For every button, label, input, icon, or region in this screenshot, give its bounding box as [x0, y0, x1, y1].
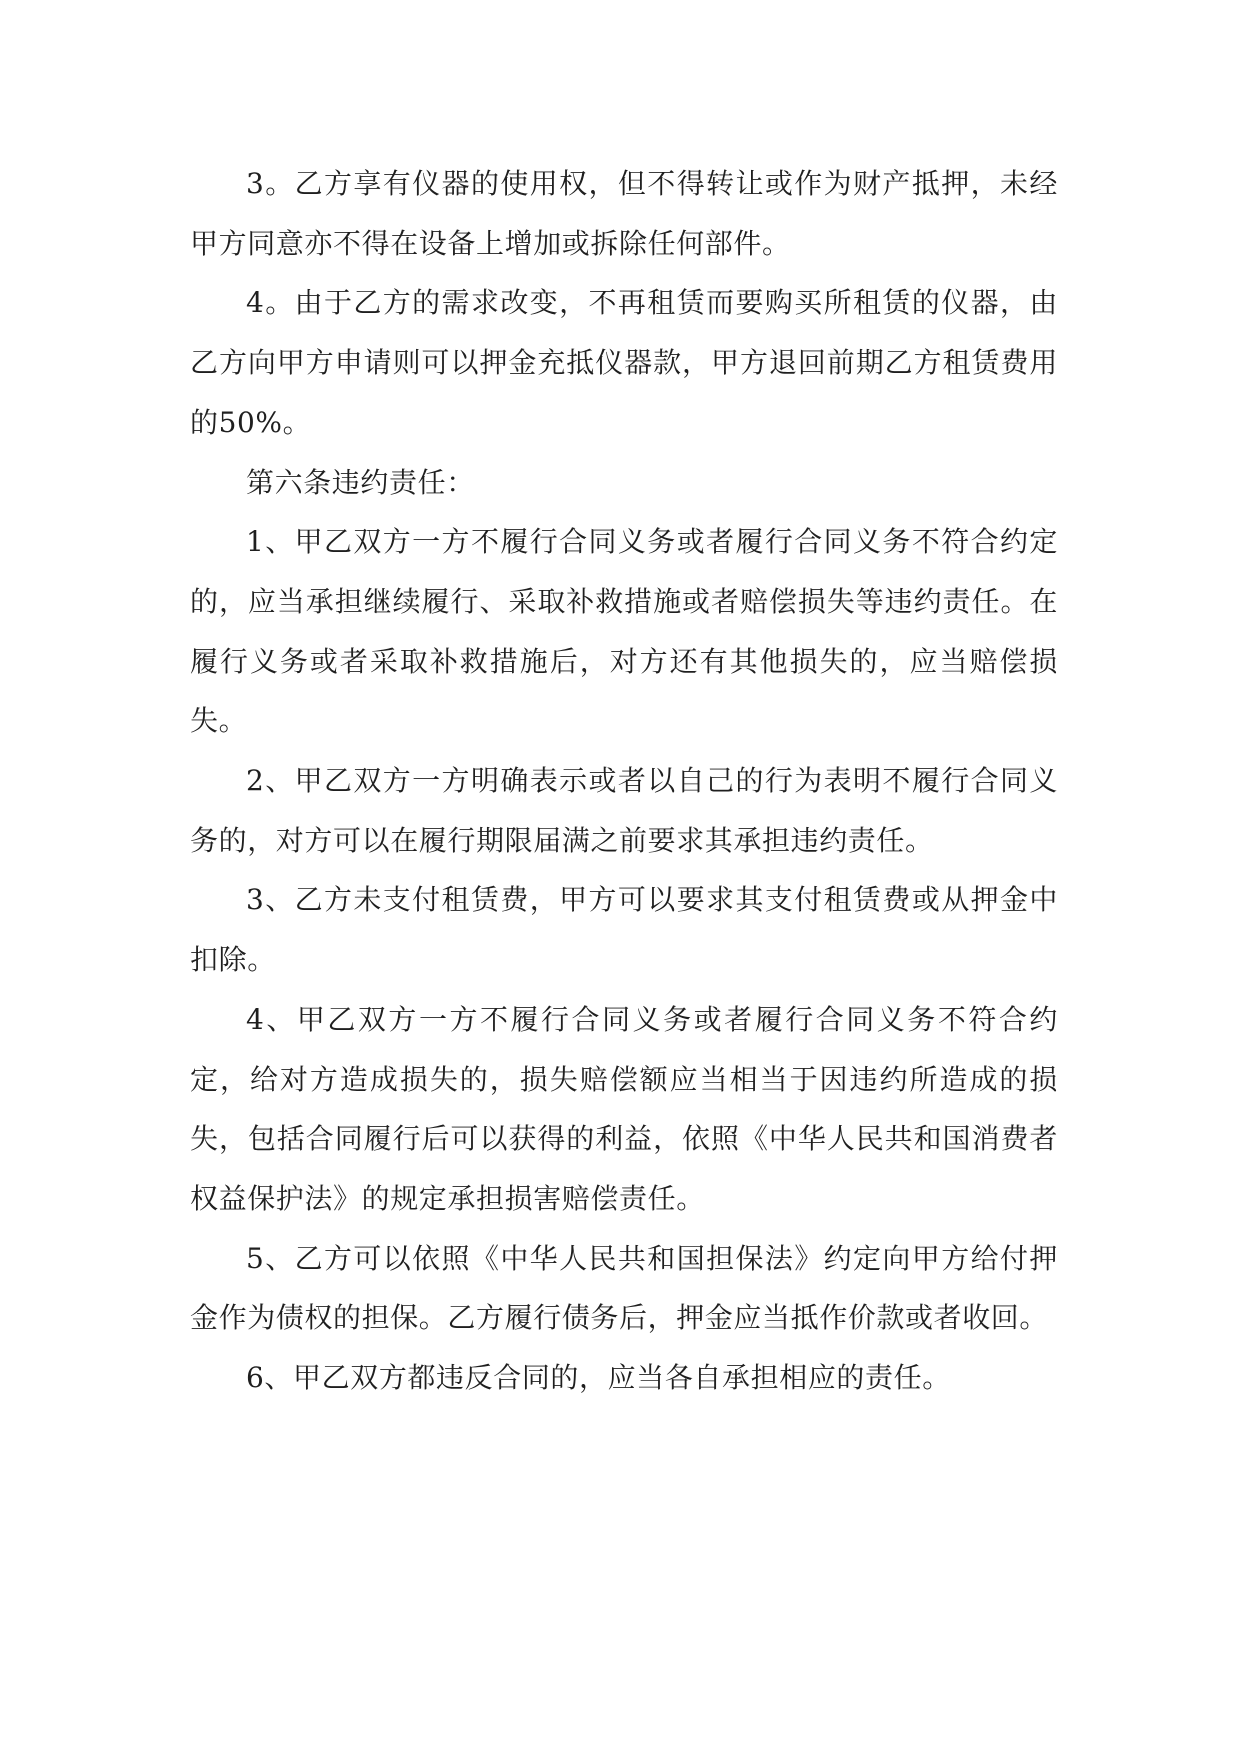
- section-heading-breach-liability: 第六条违约责任：: [246, 465, 475, 499]
- paragraph-breach-1: 1、甲乙双方一方不履行合同义务或者履行合同义务不符合约定的，应当承担继续履行、采取补救措施或者赔偿损失等违约责任。在履行义务或者采取补救措施后，对方还有其他损失的，应当赔偿损失。: [190, 525, 1058, 738]
- paragraph-breach-4: 4、甲乙双方一方不履行合同义务或者履行合同义务不符合约定，给对方造成损失的，损失赔偿额应当相当于因违约所造成的损失，包括合同履行后可以获得的利益，依照《中华人民共和国消费者权益保护法》的规定承担损害赔偿责任。: [190, 1002, 1058, 1215]
- paragraph-breach-6: 6、甲乙双方都违反合同的，应当各自承担相应的责任。: [246, 1361, 951, 1395]
- paragraph-clause-3-usage-right: 3。乙方享有仪器的使用权，但不得转让或作为财产抵押，未经甲方同意亦不得在设备上增加或拆除任何部件。: [190, 167, 1058, 260]
- paragraph-breach-3: 3、乙方未支付租赁费，甲方可以要求其支付租赁费或从押金中扣除。: [190, 883, 1058, 977]
- document-body: [190, 154, 1058, 1408]
- paragraph-clause-4-purchase: 4。由于乙方的需求改变，不再租赁而要购买所租赁的仪器，由乙方向甲方申请则可以押金充抵仪器款，甲方退回前期乙方租赁费用的50%。: [190, 286, 1058, 439]
- paragraph-breach-5: 5、乙方可以依照《中华人民共和国担保法》约定向甲方给付押金作为债权的担保。乙方履行债务后，押金应当抵作价款或者收回。: [190, 1241, 1058, 1335]
- paragraph-breach-2: 2、甲乙双方一方明确表示或者以自己的行为表明不履行合同义务的，对方可以在履行期限届满之前要求其承担违约责任。: [190, 764, 1058, 857]
